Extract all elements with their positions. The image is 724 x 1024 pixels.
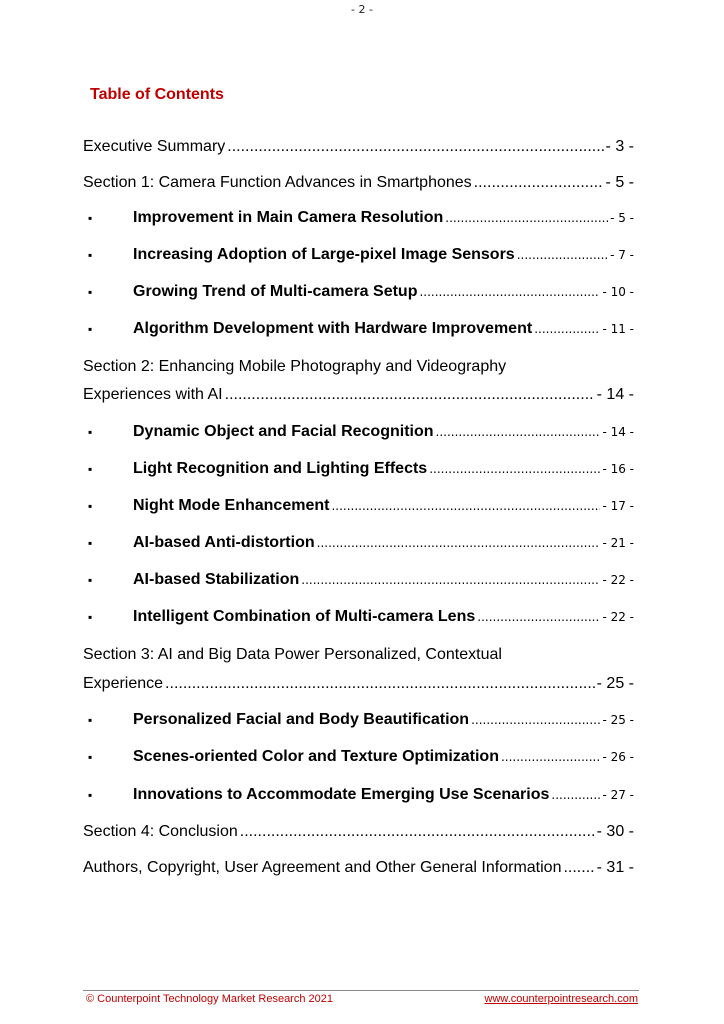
bullet-icon: ▪ xyxy=(88,499,93,513)
dot-leader xyxy=(165,675,595,693)
toc-title: Table of Contents xyxy=(90,86,224,103)
toc-entry-beautification[interactable] xyxy=(88,711,634,729)
toc-entry-page: - 10 - xyxy=(602,285,634,299)
toc-entry-object-facial-recognition[interactable] xyxy=(88,423,634,441)
toc-entry-page: - 16 - xyxy=(602,462,634,476)
bullet-icon: ▪ xyxy=(88,425,93,439)
page-number: - 2 - xyxy=(351,3,373,16)
toc-entry-label: Authors, Copyright, User Agreement and Other General Information xyxy=(83,859,562,876)
toc-entry-label: Experience xyxy=(83,675,164,692)
dot-leader xyxy=(301,573,600,587)
bullet-icon: ▪ xyxy=(88,573,93,587)
toc-entry-page: - 25 - xyxy=(596,675,634,692)
toc-entry-page: - 17 - xyxy=(602,499,634,513)
toc-entry-emerging-scenarios[interactable] xyxy=(88,786,634,804)
toc-entry-main-camera-resolution[interactable] xyxy=(88,209,634,227)
bullet-icon: ▪ xyxy=(88,285,93,299)
toc-entry-label: Light Recognition and Lighting Effects xyxy=(133,460,428,477)
dot-leader xyxy=(331,499,600,513)
dot-leader xyxy=(534,322,600,336)
dot-leader xyxy=(445,211,608,225)
toc-entry-label: AI-based Anti-distortion xyxy=(133,534,315,551)
toc-entry-section-3[interactable] xyxy=(83,675,634,693)
dot-leader xyxy=(551,788,600,802)
footer-copyright: © Counterpoint Technology Market Research 2021 xyxy=(86,993,333,1005)
dot-leader xyxy=(563,859,594,877)
toc-entry-section-2-line1[interactable]: Section 2: Enhancing Mobile Photography and Videography xyxy=(83,358,507,375)
dot-leader xyxy=(471,713,600,727)
toc-entry-label: Growing Trend of Multi-camera Setup xyxy=(133,283,418,300)
toc-entry-label: Executive Summary xyxy=(83,138,226,155)
toc-entry-page: - 5 - xyxy=(610,211,634,225)
dot-leader xyxy=(317,536,601,550)
toc-entry-page: - 30 - xyxy=(596,823,634,840)
toc-entry-section-1[interactable] xyxy=(83,174,634,192)
toc-entry-page: - 7 - xyxy=(610,248,634,262)
toc-entry-label: Intelligent Combination of Multi-camera Lens xyxy=(133,608,476,625)
toc-entry-section-2[interactable] xyxy=(83,386,634,404)
dot-leader xyxy=(419,285,600,299)
toc-entry-label: Algorithm Development with Hardware Improvement xyxy=(133,320,533,337)
dot-leader xyxy=(474,174,604,192)
toc-entry-page: - 26 - xyxy=(602,750,634,764)
toc-entry-section-3-line1[interactable]: Section 3: AI and Big Data Power Personalized, Contextual xyxy=(83,646,502,663)
bullet-icon: ▪ xyxy=(88,322,93,336)
toc-entry-label: Increasing Adoption of Large-pixel Image Sensors xyxy=(133,246,515,263)
toc-entry-page: - 22 - xyxy=(602,573,634,587)
toc-entry-stabilization[interactable] xyxy=(88,571,634,589)
toc-entry-label: Improvement in Main Camera Resolution xyxy=(133,209,444,226)
toc-entry-label: Dynamic Object and Facial Recognition xyxy=(133,423,434,440)
toc-entry-light-recognition[interactable] xyxy=(88,460,634,478)
toc-entry-page: - 3 - xyxy=(605,138,634,155)
toc-entry-label: Section 4: Conclusion xyxy=(83,823,238,840)
toc-entry-page: - 21 - xyxy=(602,536,634,550)
dot-leader xyxy=(225,386,595,404)
dot-leader xyxy=(240,823,595,841)
toc-entry-authors[interactable] xyxy=(83,859,634,877)
bullet-icon: ▪ xyxy=(88,211,93,225)
toc-entry-label: Personalized Facial and Body Beautification xyxy=(133,711,470,728)
bullet-icon: ▪ xyxy=(88,750,93,764)
toc-entry-page: - 27 - xyxy=(602,788,634,802)
toc-entry-page: - 11 - xyxy=(602,322,634,336)
dot-leader xyxy=(227,138,603,156)
bullet-icon: ▪ xyxy=(88,536,93,550)
toc-entry-label: Innovations to Accommodate Emerging Use Scenarios xyxy=(133,786,550,803)
dot-leader xyxy=(477,610,600,624)
footer-url-link[interactable]: www.counterpointresearch.com xyxy=(484,993,638,1005)
toc-entry-label: AI-based Stabilization xyxy=(133,571,300,588)
toc-entry-page: - 31 - xyxy=(596,859,634,876)
toc-entry-night-mode[interactable] xyxy=(88,497,634,515)
bullet-icon: ▪ xyxy=(88,462,93,476)
toc-entry-page: - 22 - xyxy=(602,610,634,624)
toc-entry-color-texture[interactable] xyxy=(88,748,634,766)
toc-entry-page: - 25 - xyxy=(602,713,634,727)
toc-entry-page: - 14 - xyxy=(596,386,634,403)
toc-entry-page: - 5 - xyxy=(605,174,634,191)
footer-divider xyxy=(83,990,639,991)
bullet-icon: ▪ xyxy=(88,610,93,624)
bullet-icon: ▪ xyxy=(88,248,93,262)
dot-leader xyxy=(429,462,600,476)
toc-entry-label: Night Mode Enhancement xyxy=(133,497,330,514)
dot-leader xyxy=(517,248,608,262)
toc-entry-multi-camera-setup[interactable] xyxy=(88,283,634,301)
toc-entry-label: Section 1: Camera Function Advances in Smartphones xyxy=(83,174,472,191)
dot-leader xyxy=(436,425,601,439)
toc-entry-anti-distortion[interactable] xyxy=(88,534,634,552)
toc-entry-algorithm-development[interactable] xyxy=(88,320,634,338)
toc-entry-page: - 14 - xyxy=(602,425,634,439)
dot-leader xyxy=(501,750,600,764)
toc-entry-executive-summary[interactable] xyxy=(83,138,634,156)
bullet-icon: ▪ xyxy=(88,713,93,727)
toc-entry-section-4[interactable] xyxy=(83,823,634,841)
bullet-icon: ▪ xyxy=(88,788,93,802)
toc-entry-large-pixel-sensors[interactable] xyxy=(88,246,634,264)
toc-entry-label: Scenes-oriented Color and Texture Optimization xyxy=(133,748,499,765)
toc-entry-label: Experiences with AI xyxy=(83,386,223,403)
toc-entry-multi-camera-lens[interactable] xyxy=(88,608,634,626)
